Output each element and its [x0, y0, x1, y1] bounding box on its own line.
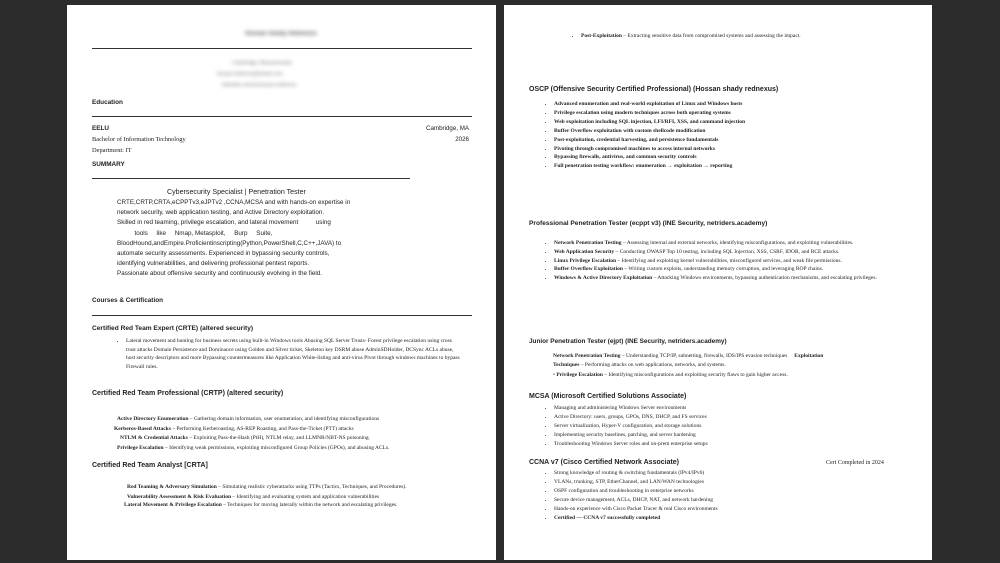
- ccna-title: CCNA v7 (Cisco Certified Network Associate): [529, 459, 680, 466]
- crtp-item-text: – Identifying weak permissions, exploiting misconfigured Group Policies (GPOs), and abusing ACLs.: [163, 444, 390, 451]
- crta-items: [124, 483, 469, 510]
- item-text: – Identifying misconfigurations and exploiting security flaws to gain higher access.: [602, 371, 788, 378]
- crtp-item-text: – Performing Kerberoasting, AS-REP Roasting, and Pass-the-Ticket (PTT) attacks: [170, 425, 354, 432]
- crtp-item-text: – Gathering domain information, user enumeration, and identifying misconfigurations: [188, 416, 380, 422]
- ccna-list: [545, 469, 718, 522]
- item-label: Buffer Overflow Exploitation: [554, 266, 623, 273]
- mcsa-list: [545, 404, 708, 449]
- graduation-year: 2026: [455, 136, 469, 143]
- crte-list: [117, 337, 461, 372]
- ecppt-list: [545, 239, 916, 283]
- oscp-item: • Buffer Overflow exploitation with custom shellcode modification: [554, 127, 745, 136]
- courses-heading: Courses & Certification: [92, 297, 164, 304]
- crta-item-text: – Techniques for moving laterally within the network and escalating privileges.: [221, 502, 398, 508]
- crtp-title: Certified Red Team Professional (CRTP) (altered security): [92, 390, 284, 397]
- oscp-title: OSCP (Offensive Security Certified Professional) (Hossan shady rednexus): [529, 86, 779, 93]
- summary-line: identifying vulnerabilities, and delivering professional pentest reports.: [117, 260, 310, 268]
- ecppt-item: [554, 239, 916, 248]
- contact-line-3: linkedin.com/in/hossan-rednexus: [222, 82, 297, 88]
- item-label: Linux Privilege Escalation: [554, 257, 617, 264]
- crtp-item-label: Kerberos-Based Attacks: [114, 425, 171, 432]
- ecppt-item: [554, 248, 916, 257]
- mcsa-item: • Server virtualization, Hyper-V configuration, and storage solutions: [554, 422, 708, 431]
- school-name: EELU: [92, 125, 110, 132]
- oscp-item: • Web exploitation including SQL injection, LFI/RFI, XSS, and command injection: [554, 118, 745, 127]
- education-divider: [92, 116, 472, 117]
- oscp-item: • Post-exploitation, credential harvesting, and persistence fundamentals: [554, 136, 745, 145]
- crtp-item: [114, 425, 472, 435]
- ccna-item: • VLANs, trunking, STP, EtherChannel, and LAN/WAN technologies: [554, 478, 718, 487]
- mcsa-item: • Active Directory: users, groups, GPOs, DNS, DHCP, and FS services: [554, 413, 708, 422]
- item-text: – Identifying and exploiting kernel vulnerabilities, misconfigured services, and weak file permissions.: [616, 257, 842, 264]
- summary-title: Cybersecurity Specialist | Penetration Tester: [167, 188, 306, 196]
- crtp-item-text: – Exploiting Pass-the-Hash (PtH), NTLM relay, and LLMNR/NBT-NS poisoning.: [187, 435, 371, 442]
- item-text: – Writing custom exploits, understanding memory corruption, and leveraging ROP chains.: [622, 266, 824, 273]
- oscp-item: • Full penetration testing workflow: enumeration → exploitation → reporting: [554, 162, 745, 171]
- crtp-item-label: Privilege Escalation: [117, 444, 164, 451]
- ejpt-title: Junior Penetration Tester (ejpt) (INE Security, netriders.academy): [529, 338, 727, 345]
- crtp-item: [117, 415, 472, 425]
- summary-line: CRTE,CRTP,CRTA,eCPPTv3,eJPTv2 ,CCNA,MCSA and with hands-on expertise in: [117, 199, 351, 206]
- ecppt-item: [554, 265, 916, 274]
- mcsa-item: • Managing and administering Windows Server environments: [554, 404, 708, 413]
- candidate-name: Hossan Shady Rednexus: [245, 31, 317, 37]
- summary-line: network security, web application testing, and Active Directory exploitation.: [117, 209, 325, 217]
- oscp-list: [545, 100, 745, 171]
- summary-line: Passionate about offensive security and continuously evolving in the field.: [117, 270, 323, 278]
- department: Department: IT: [92, 147, 132, 154]
- education-heading: Education: [92, 99, 123, 106]
- crta-item: [127, 483, 469, 492]
- crta-item-label: Red Teaming & Adversary Simulation: [127, 484, 217, 490]
- ecppt-title: Professional Penetration Tester (ecppt v3) (INE Security, netriders.academy): [529, 220, 768, 227]
- crte-item: • Lateral movement and hunting for business secrets using built-in Windows tools Abusing SQL Server Trusts- Forest privilege escalation using cross trust attacks Domain Persistence and Dominance using Golden and Silver ticket, Skeleton key DSRM abuse AdminSDHolder, DCSync ACLs abuse, host security descriptors and more Bypassing countermeasures like Application White-listing and anti-virus Pivot through windows machines to bypass Firewall rules.: [126, 337, 461, 372]
- oscp-item: • Advanced enumeration and real-world exploitation of Linux and Windows hosts: [554, 100, 745, 109]
- mcsa-item: • Implementing security baselines, patching, and server hardening: [554, 431, 708, 440]
- item-label: Network Penetration Testing: [553, 353, 621, 359]
- item-text: – Attacking Windows environments, bypassing authentication mechanisms, and escalating privileges.: [652, 275, 877, 282]
- crta-item: [127, 493, 469, 502]
- oscp-item: • Pivoting through compromised machines to access internal networks: [554, 145, 745, 154]
- crtp-item-label: Active Directory Enumeration: [117, 416, 189, 422]
- item-text: – Extracting sensitive data from compromised systems and assessing the impact.: [621, 33, 801, 39]
- ccna-item: [554, 514, 718, 523]
- school-location: Cambridge, MA: [426, 125, 469, 132]
- ecppt-item: [554, 274, 916, 283]
- degree: Bachelor of Information Technology: [92, 136, 186, 143]
- summary-divider: [92, 178, 410, 179]
- crtp-item: [120, 434, 472, 444]
- summary-text: [117, 198, 350, 280]
- oscp-item: • Privilege escalation using modern techniques across both operating systems: [554, 109, 745, 118]
- item-text: – Understanding TCP/IP, subnetting, firewalls, IDS/IPS evasion techniques: [620, 353, 788, 359]
- summary-line: tools like Nmap, Metasploit, Burp Suite,: [117, 229, 273, 237]
- contact-line-2: hossan.rednexus@email.com: [217, 71, 283, 77]
- item-text: – Performing attacks on web applications, networks, and systems.: [579, 362, 726, 369]
- post-exploitation-list: [572, 33, 801, 39]
- crte-title: Certified Red Team Expert (CRTE) (altered security): [92, 325, 254, 332]
- ecppt-item: [554, 257, 916, 266]
- ccna-final: Certified — CCNA v7 successfully completed: [554, 514, 661, 521]
- ccna-item: • Strong knowledge of routing & switching fundamentals (IPv4/IPv6): [554, 469, 718, 478]
- crta-item: [124, 501, 469, 510]
- header-divider: [92, 48, 472, 49]
- crta-item-label: Lateral Movement & Privilege Escalation: [124, 502, 222, 508]
- summary-line: Skilled in red teaming, privilege escalation, and lateral movement using: [117, 219, 331, 227]
- item-label: Windows & Active Directory Exploitation: [554, 275, 653, 282]
- item-text: – Conducting OWASP Top 10 testing, including SQL Injection, XSS, CSRF, IDOR, and RCE attacks.: [614, 248, 840, 255]
- item-label: Web Application Security: [554, 248, 615, 255]
- summary-line: BloodHound,andEmpire.Proficientinscripting(Python,PowerShell,C,C++,JAVA) to: [117, 239, 342, 247]
- summary-line: automate security assessments. Experienced in bypassing security controls,: [117, 250, 330, 258]
- ejpt-line: [553, 352, 823, 361]
- ccna-item: • Hands-on experience with Cisco Packet Tracer & real Cisco environments: [554, 505, 718, 514]
- item-text: – Assessing internal and external networks, identifying misconfigurations, and exploiting vulnerabilities.: [621, 240, 854, 246]
- contact-line-1: Cambridge, Massachusetts: [232, 60, 292, 66]
- ejpt-line: [553, 361, 823, 370]
- oscp-item: • Bypassing firewalls, antivirus, and common security controls: [554, 153, 745, 162]
- crtp-item-label: NTLM & Credential Attacks: [120, 435, 188, 442]
- ccna-item: • OSPF configuration and troubleshooting in enterprise networks: [554, 487, 718, 496]
- crtp-items: [114, 415, 472, 453]
- item-label: Privilege Escalation: [556, 371, 603, 378]
- resume-page-2: [504, 5, 932, 560]
- ejpt-items: [553, 352, 823, 380]
- courses-divider: [92, 315, 472, 316]
- ejpt-line: • Privilege Escalation – Identifying misconfigurations and exploiting security flaws to gain higher access.: [553, 371, 788, 378]
- crta-item-label: Vulnerability Assessment & Risk Evaluation: [127, 493, 232, 500]
- ccna-item: • Secure device management, ACLs, DHCP, NAT, and network hardening: [554, 496, 718, 505]
- crta-title: Certified Red Team Analyst [CRTA]: [92, 462, 208, 469]
- mcsa-title: MCSA (Microsoft Certified Solutions Associate): [529, 393, 687, 400]
- summary-heading: SUMMARY: [92, 161, 125, 168]
- item-label: Network Penetration Testing: [554, 240, 622, 246]
- item-label: Exploitation: [794, 353, 824, 359]
- item-label: Techniques: [553, 362, 580, 369]
- crta-item-text: – Simulating realistic cyberattacks using TTPs (Tactics, Techniques, and Procedures).: [216, 484, 407, 490]
- item-label: Post-Exploitation: [581, 33, 622, 39]
- mcsa-item: • Troubleshooting Windows Server roles and on-prem enterprise setups: [554, 440, 708, 449]
- post-exploitation-item: [581, 33, 801, 39]
- resume-page-1: [67, 5, 496, 560]
- crtp-item: [117, 444, 472, 454]
- ccna-completed-note: Cert Completed in 2024: [826, 460, 884, 466]
- crta-item-text: – Identifying and evaluating system and application vulnerabilities: [231, 493, 380, 500]
